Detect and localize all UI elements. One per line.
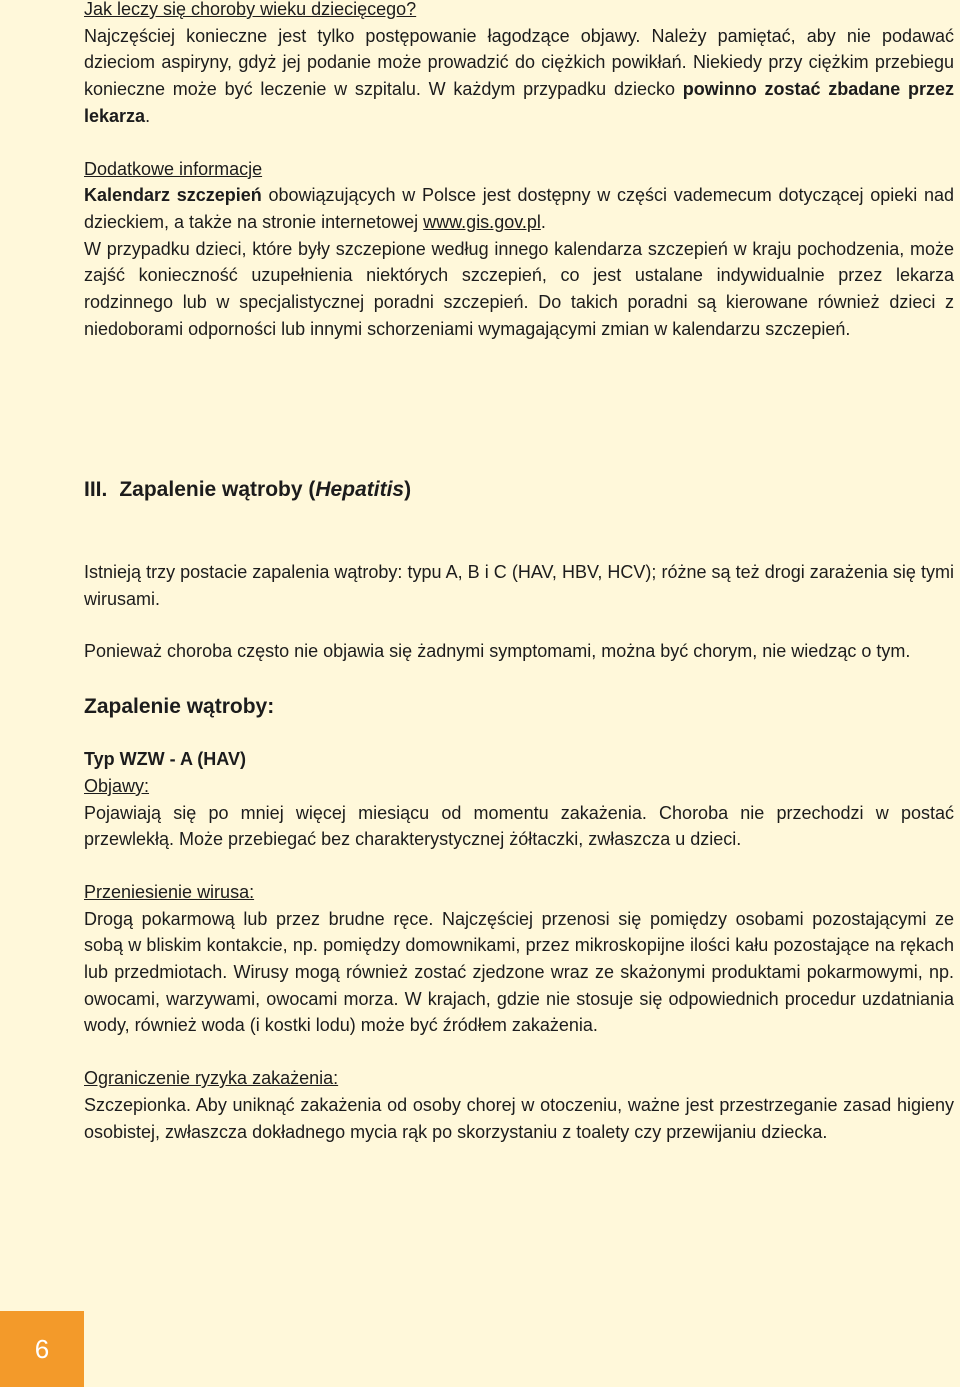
section-title-text: Zapalenie wątroby ( — [119, 478, 316, 501]
risk-text: Szczepionka. Aby uniknąć zakażenia od osoby chorej w otoczeniu, ważne jest przestrzeganie zasad higieny osobistej, zwłaszcza dokładnego mycia rąk po skorzystaniu z toalety czy przewijaniu dziecka. — [84, 1094, 954, 1142]
section-number: III. — [84, 478, 108, 501]
gis-link[interactable]: www.gis.gov.pl — [423, 211, 541, 232]
transmission-text: Drogą pokarmową lub przez brudne ręce. Najczęściej przenosi się pomiędzy osobami pozostającymi ze sobą w bliskim kontakcie, np. pomiędzy domownikami, przez mikroskopijne ilości kału pozostające na rękach lub przedmiotach. Wirusy mogą również zostać zjedzone wraz ze skażonymi produktami pokarmowymi, np. owocami, warzywami, owocami morza. W krajach, gdzie nie stosuje się odpowiednich procedur uzdatniania wody, również woda (i kostki lodu) może być źródłem zakażenia. — [84, 908, 954, 1036]
symptoms-text: Pojawiają się po mniej więcej miesiącu od momentu zakażenia. Choroba nie przechodzi w postać przewlekłą. Może przebiegać bez charakterystycznej żółtaczki, zwłaszcza u dzieci. — [84, 802, 954, 850]
asymptomatic-paragraph: Ponieważ choroba często nie objawia się żadnymi symptomami, można być chorym, nie wiedząc o tym. — [84, 641, 911, 662]
page-number-badge — [0, 1311, 84, 1387]
symptoms-label: Objawy: — [84, 775, 150, 796]
treatment-paragraph — [84, 23, 954, 130]
calendar-paragraph — [84, 182, 954, 235]
calendar-text: obowiązujących w Polsce jest dostępny w części vademecum dotyczącej opieki nad dzieckiem, a także na stronie internetowej — [84, 185, 954, 232]
hepatitis-subheading: Zapalenie wątroby: — [84, 695, 275, 719]
additional-info-heading: Dodatkowe informacje — [84, 158, 263, 179]
transmission-label: Przeniesienie wirusa: — [84, 881, 255, 902]
section-title-latin: Hepatitis — [315, 478, 405, 501]
treatment-emphasis: powinno zostać zbadane przez lekarza — [84, 79, 955, 126]
treatment-text: Najczęściej konieczne jest tylko postępowanie łagodzące objawy. Należy pamiętać, aby nie podawać dzieciom aspiryny, gdyż jej podanie może prowadzić do ciężkich powikłań. Niekiedy przy ciężkim przebiegu konieczne może być leczenie w szpitalu. W każdym przypadku dziecko — [84, 25, 954, 100]
treatment-heading: Jak leczy się choroby wieku dziecięcego? — [84, 0, 417, 19]
foreign-vaccination-paragraph: W przypadku dzieci, które były szczepione według innego kalendarza szczepień w kraju pochodzenia, może zajść konieczność uzupełnienia niektórych szczepień, co jest ustalane indywidualnie przez lekarza rodzinnego lub w specjalistycznej poradni szczepień. Do takich poradni są kierowane również dzieci z niedoborami odporności lub innymi schorzeniami wymagającymi zmian w kalendarzu szczepień. — [84, 238, 954, 339]
hepatitis-content — [84, 559, 954, 1145]
section-title — [84, 478, 411, 502]
risk-label: Ograniczenie ryzyka zakażenia: — [84, 1068, 339, 1089]
calendar-end: . — [540, 211, 546, 232]
page-number: 6 — [34, 1333, 50, 1364]
treatment-end: . — [145, 105, 151, 126]
forms-paragraph: Istnieją trzy postacie zapalenia wątroby: typu A, B i C (HAV, HBV, HCV); różne są też drogi zarażenia się tymi wirusami. — [84, 562, 954, 609]
calendar-lead: Kalendarz szczepień — [84, 185, 262, 206]
type-a-heading: Typ WZW - A (HAV) — [84, 749, 246, 770]
section-title-end: ) — [404, 478, 412, 501]
page-content — [84, 0, 954, 342]
